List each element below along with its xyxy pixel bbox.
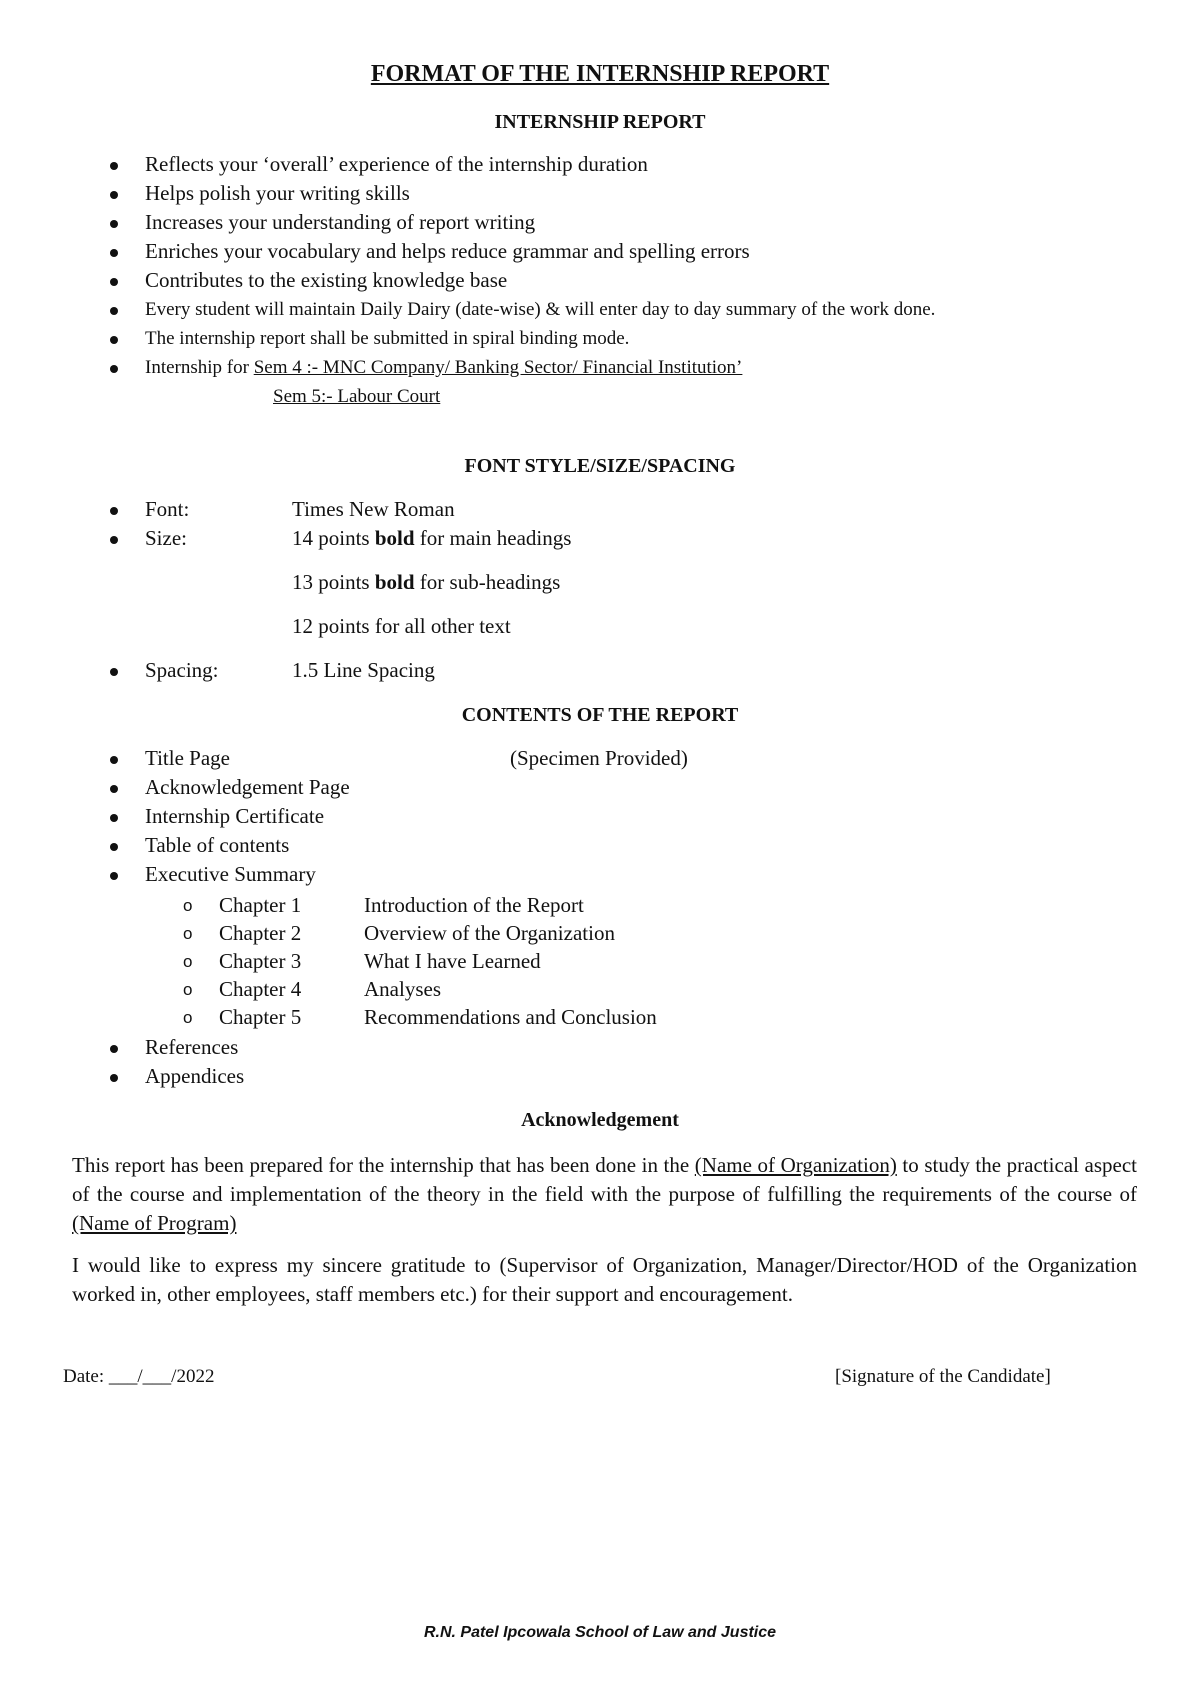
list-item-internship-for	[0, 353, 935, 382]
document-title: FORMAT OF THE INTERNSHIP REPORT	[370, 61, 830, 87]
list-item: Table of contents	[0, 831, 688, 860]
list-item: Appendices	[0, 1062, 244, 1091]
size-label: Size:	[145, 526, 187, 550]
internship-sem4: Sem 4 :- MNC Company/ Banking Sector/ Financial Institution’	[253, 357, 743, 378]
list-item: References	[0, 1033, 244, 1062]
list-item: Acknowledgement Page	[0, 773, 688, 802]
spacing-list	[0, 656, 435, 685]
chapter-item: o Chapter 2 Overview of the Organization	[0, 919, 657, 947]
spacing-item	[0, 656, 435, 685]
chapter-item: o Chapter 3 What I have Learned	[0, 947, 657, 975]
chapter-list	[0, 891, 657, 1031]
internship-prefix: Internship for	[145, 357, 254, 378]
date-line: Date: ___/___/2022	[63, 1366, 215, 1387]
list-item-title-page: Title Page (Specimen Provided)	[0, 744, 688, 773]
list-item: Enriches your vocabulary and helps reduce grammar and spelling errors	[0, 237, 935, 266]
heading-internship-report: INTERNSHIP REPORT	[494, 111, 706, 133]
list-item: Internship Certificate	[0, 802, 688, 831]
contents-end-list	[0, 1033, 244, 1091]
acknowledgement-paragraph-2: I would like to express my sincere gratitude to (Supervisor of Organization, Manager/Director/HOD of the Organization worked in, other employees, staff members etc.) for their support and encouragement.	[72, 1253, 1137, 1306]
font-style-list	[0, 495, 571, 553]
list-item: Contributes to the existing knowledge base	[0, 266, 935, 295]
heading-contents: CONTENTS OF THE REPORT	[461, 704, 739, 726]
chapter-item: o Chapter 1 Introduction of the Report	[0, 891, 657, 919]
list-item: The internship report shall be submitted in spiral binding mode.	[0, 324, 935, 353]
name-of-program: (Name of Program)	[72, 1211, 237, 1235]
spacing-value: 1.5 Line Spacing	[292, 658, 435, 682]
font-value: Times New Roman	[292, 497, 455, 521]
list-item: Increases your understanding of report writing	[0, 208, 935, 237]
font-label: Font:	[145, 497, 190, 521]
internship-sem5: Sem 5:- Labour Court	[273, 386, 441, 407]
chapter-item: o Chapter 4 Analyses	[0, 975, 657, 1003]
size-line-1: 14 points bold for main headings	[292, 526, 572, 550]
internship-report-list	[0, 150, 935, 382]
size-line-3: 12 points for all other text	[292, 614, 511, 638]
footer-institution: R.N. Patel Ipcowala School of Law and Justice	[423, 1624, 777, 1641]
heading-acknowledgement: Acknowledgement	[521, 1109, 679, 1131]
signature-line: [Signature of the Candidate]	[835, 1366, 1051, 1387]
list-item: Reflects your ‘overall’ experience of the internship duration	[0, 150, 935, 179]
spacing-label: Spacing:	[145, 658, 219, 682]
specimen-note: (Specimen Provided)	[510, 746, 688, 770]
contents-list	[0, 744, 688, 889]
size-line-2: 13 points bold for sub-headings	[292, 570, 561, 594]
size-item	[0, 524, 571, 553]
acknowledgement-paragraph-1: This report has been prepared for the internship that has been done in the (Name of Organization) to study the practical aspect of the course and implementation of the theory in the field with the purpose of fulfilling the requirements of the course of (Name of Program)	[72, 1153, 1138, 1235]
heading-font-style: FONT STYLE/SIZE/SPACING	[464, 455, 736, 477]
list-item: Executive Summary	[0, 860, 688, 889]
list-item: Every student will maintain Daily Dairy (date-wise) & will enter day to day summary of the work done.	[0, 295, 935, 324]
font-item	[0, 495, 571, 524]
chapter-item: o Chapter 5 Recommendations and Conclusion	[0, 1003, 657, 1031]
name-of-organization: (Name of Organization)	[694, 1153, 897, 1177]
list-item: Helps polish your writing skills	[0, 179, 935, 208]
